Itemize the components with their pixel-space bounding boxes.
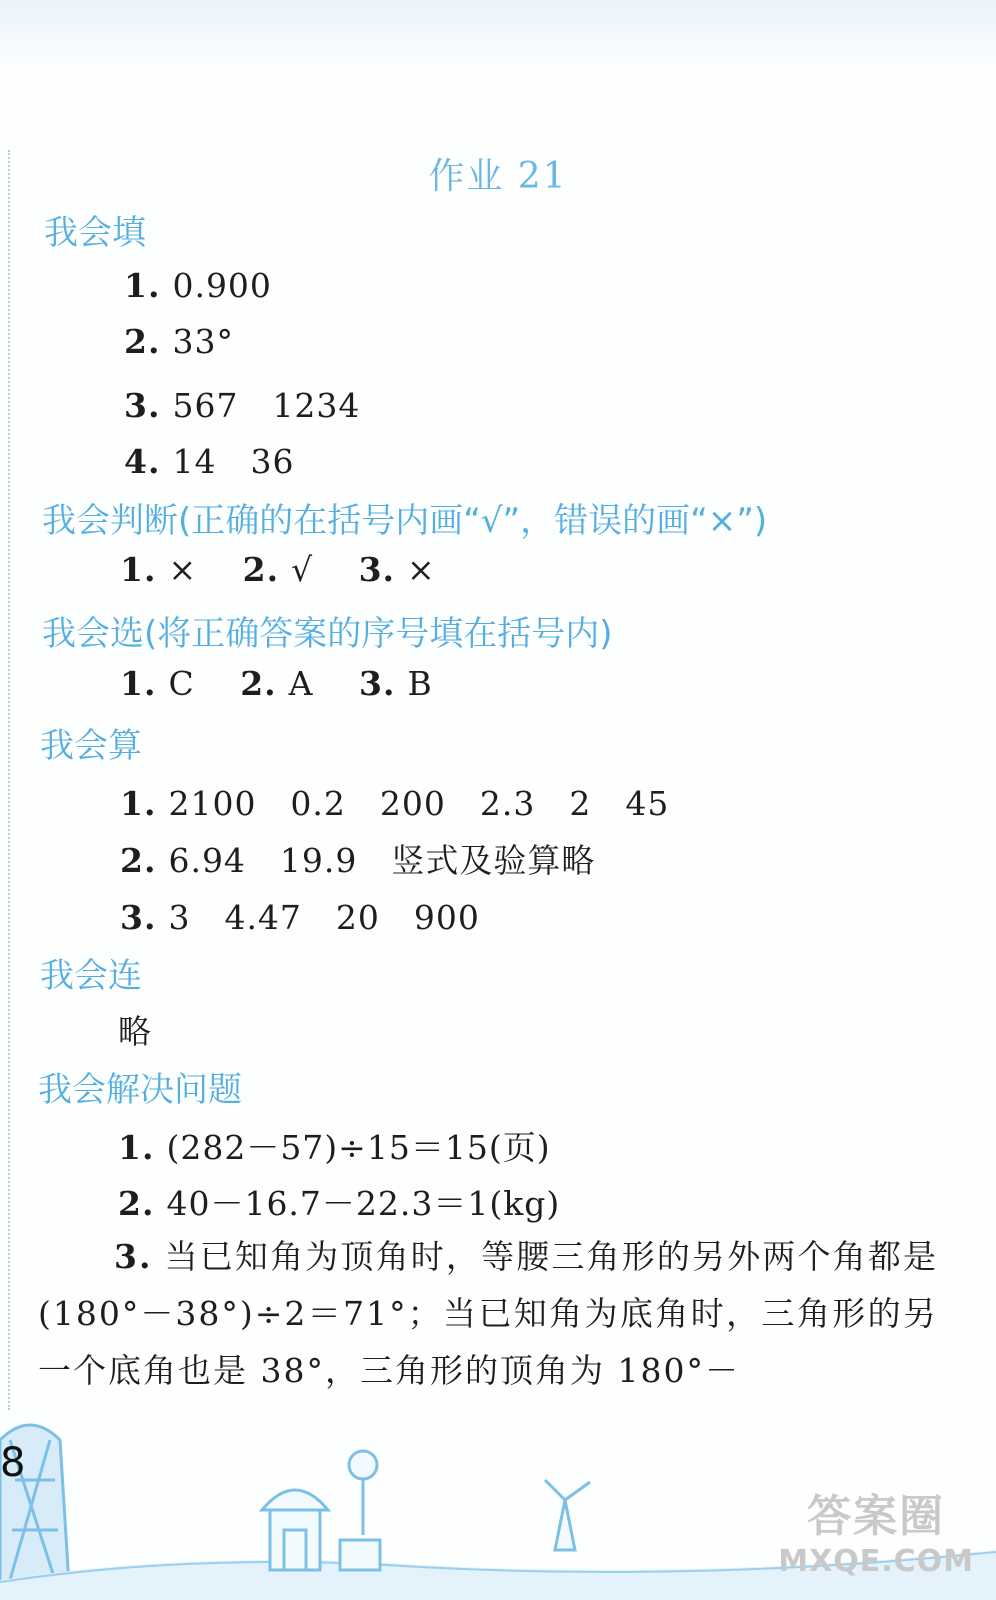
fill-item-2: 2. 33° [124, 322, 234, 361]
fill-item-4: 4. 14 36 [124, 442, 295, 481]
connect-answer: 略 [118, 1012, 152, 1051]
heading-connect: 我会连 [40, 956, 142, 996]
solve-item-3: 3. 当已知角为顶角时，等腰三角形的另外两个角都是(180°－38°)÷2＝71°；当已知角为底角时，三角形的另一个底角也是 38°，三角形的顶角为 180°－ [38, 1237, 938, 1390]
judge-mark-1: × [168, 550, 198, 589]
calc-item-1: 1. 2100 0.2 200 2.3 2 45 [120, 784, 670, 823]
judge-mark-2: √ [291, 550, 314, 589]
judge-mark-3: × [407, 550, 436, 589]
heading-calc: 我会算 [40, 726, 142, 766]
calc-item-2: 2. 6.94 19.9 竖式及验算略 [120, 841, 596, 880]
watermark-logo-text: 答案圈 [807, 1491, 946, 1542]
fill-item-1: 1. 0.900 [124, 266, 272, 305]
judge-answers: 1. × 2. √ 3. × [120, 550, 436, 589]
solve-item-1: 1. (282－57)÷15＝15(页) [118, 1128, 551, 1167]
page-title: 作业 21 [428, 156, 568, 197]
solve-item-2: 2. 40－16.7－22.3＝1(kg) [118, 1184, 561, 1223]
fill-item-3: 3. 567 1234 [124, 386, 361, 425]
calc-item-3: 3. 3 4.47 20 900 [120, 898, 480, 937]
choose-answers: 1. C 2. A 3. B [120, 664, 433, 703]
heading-solve: 我会解决问题 [38, 1070, 242, 1110]
watermark [778, 1480, 974, 1579]
heading-fill: 我会填 [44, 213, 146, 253]
page-number: 8 [0, 1440, 26, 1486]
heading-judge: 我会判断(正确的在括号内画“√”，错误的画“×”) [42, 501, 768, 541]
margin-dotted-line [8, 150, 10, 1410]
watermark-url: MXQE.COM [778, 1544, 974, 1579]
heading-choose: 我会选(将正确答案的序号填在括号内) [42, 614, 613, 654]
header-wash [0, 0, 996, 70]
